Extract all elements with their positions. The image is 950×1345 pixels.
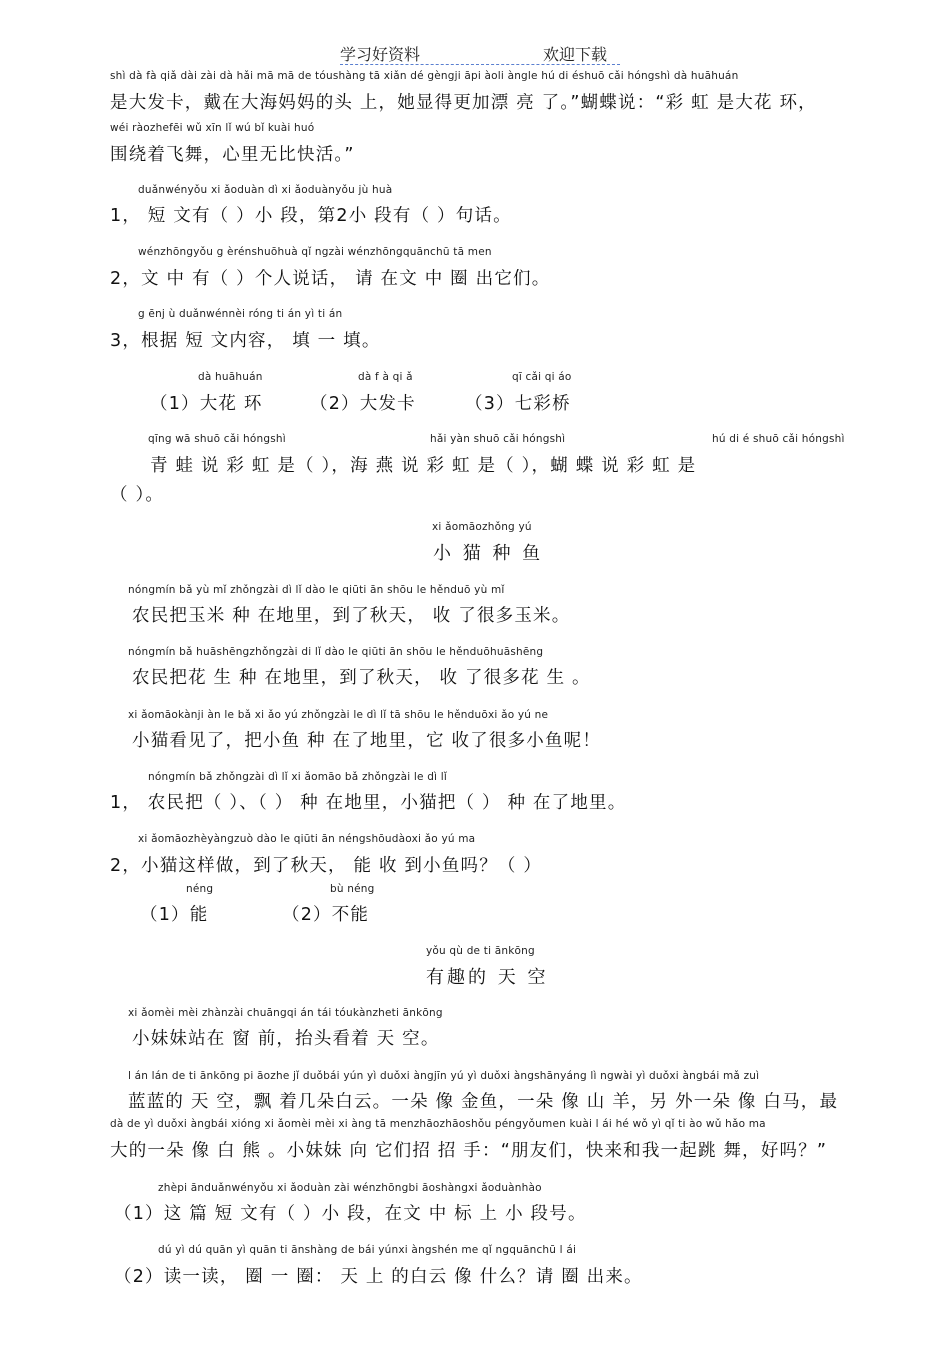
fill-line: 青 蛙 说 彩 虹 是（ ），海 燕 说 彩 虹 是（ ），蝴 蝶 说 彩 虹 是	[150, 456, 697, 476]
fill-pinyin-frog: qīng wā shuō cǎi hóngshì	[148, 433, 286, 445]
rainbow-line-1: 是大发卡，戴在大海妈妈的头 上，她显得更加漂 亮 了。”蝴蝶说：“彩 虹 是大花 环，	[110, 93, 817, 113]
header-left: 学习好资料	[340, 45, 421, 64]
cat-question-2: 2，小猫这样做，到了秋天， 能 收 到小鱼吗？（ ）	[110, 856, 543, 876]
rainbow-q1-pinyin: duǎnwényǒu xi ǎoduàn dì xi ǎoduànyǒu jù huà	[138, 184, 393, 196]
option-3: （3）七彩桥	[465, 394, 571, 414]
rainbow-line-2: 围绕着飞舞，心里无比快活。”	[110, 145, 355, 165]
sky-paragraph-2: 蓝蓝的 天 空，飘 着几朵白云。一朵 像 金鱼，一朵 像 山 羊，另 外一朵 像 白马，最	[128, 1092, 839, 1112]
fill-pinyin-swallow: hǎi yàn shuō cǎi hóngshì	[430, 433, 566, 445]
sky-q2-pinyin: dú yì dú quān yì quān ti ānshàng de bái yúnxi àngshén me qǐ ngquānchū l ái	[158, 1244, 577, 1256]
rainbow-question-1: 1， 短 文有（ ）小 段，第2小 段有（ ）句话。	[110, 206, 512, 226]
rainbow-question-3: 3，根据 短 文内容， 填 一 填。	[110, 331, 381, 351]
cat-paragraph-1: 农民把玉米 种 在地里，到了秋天， 收 了很多玉米。	[132, 606, 571, 626]
cat-option-pinyin-1: néng	[186, 883, 214, 895]
sky-paragraph-3: 大的一朵 像 白 熊 。小妹妹 向 它们招 招 手：“朋友们，快来和我一起跳 舞，好吗？”	[110, 1141, 828, 1161]
rainbow-q2-pinyin: wénzhōngyǒu g èrénshuōhuà qǐ ngzài wénzhōngquānchū tā men	[138, 246, 492, 258]
cat-p2-pinyin: nóngmín bǎ huāshēngzhǒngzài di lǐ dào le qiūti ān shōu le hěnduōhuāshēng	[128, 646, 544, 658]
sky-question-1: （1）这 篇 短 文有（ ）小 段，在文 中 标 上 小 段号。	[114, 1204, 587, 1224]
header-divider	[340, 64, 620, 65]
option-2: （2）大发卡	[310, 394, 416, 414]
cat-p1-pinyin: nóngmín bǎ yù mǐ zhǒngzài dì lǐ dào le qiūti ān shōu le hěnduō yù mǐ	[128, 584, 505, 596]
cat-q1-pinyin: nóngmín bǎ zhǒngzài dì lǐ xi ǎomāo bǎ zhǒngzài le dì lǐ	[148, 771, 447, 783]
sky-q1-pinyin: zhèpi ānduǎnwényǒu xi ǎoduàn zài wénzhōngbi āoshàngxi ǎoduànhào	[158, 1182, 542, 1194]
sky-p3-pinyin: dà de yì duǒxi àngbái xióng xi ǎomèi mèi xi àng tā menzhāozhāoshǒu péngyǒumen kuài l ái hé wǒ yì qǐ ti ào wǔ hǎo ma	[110, 1118, 766, 1130]
header-right: 欢迎下载	[543, 45, 608, 64]
cat-paragraph-2: 农民把花 生 种 在地里，到了秋天， 收 了很多花 生 。	[132, 668, 591, 688]
cat-option-pinyin-2: bù néng	[330, 883, 375, 895]
cat-title: 小 猫 种 鱼	[433, 543, 544, 564]
option-pinyin-2: dà f à qi ǎ	[358, 371, 413, 383]
fill-line-2: （ ）。	[110, 485, 165, 505]
rainbow-pinyin-1: shì dà fà qiǎ dài zài dà hǎi mā mā de tóushàng tā xiǎn dé gèngji āpi àoli àngle hú di éshuō cǎi hóngshì dà huāhuán	[110, 70, 739, 82]
cat-question-1: 1， 农民把（ ）、（ ） 种 在地里，小猫把（ ） 种 在了地里。	[110, 793, 627, 813]
sky-p1-pinyin: xi ǎomèi mèi zhànzài chuāngqi án tái tóukànzheti ānkōng	[128, 1007, 443, 1019]
cat-paragraph-3: 小猫看见了，把小鱼 种 在了地里，它 收了很多小鱼呢！	[132, 731, 602, 751]
sky-p2-pinyin: l án lán de ti ānkōng pi āozhe jǐ duǒbái yún yì duǒxi àngjīn yú yì duǒxi àngshānyáng lì ngwài yì duǒxi àngbái mǎ zuì	[128, 1070, 760, 1082]
rainbow-q3-pinyin: g ēnj ù duǎnwénnèi róng ti án yì ti án	[138, 308, 343, 320]
cat-q2-pinyin: xi ǎomāozhèyàngzuò dào le qiūti ān néngshōudàoxi ǎo yú ma	[138, 833, 476, 845]
sky-title: 有趣的 天 空	[426, 967, 549, 988]
cat-option-2: （2）不能	[282, 905, 370, 925]
rainbow-pinyin-2: wéi ràozhefēi wǔ xīn lǐ wú bǐ kuài huó	[110, 122, 315, 134]
cat-title-pinyin: xi ǎomāozhǒng yú	[432, 521, 532, 533]
option-pinyin-1: dà huāhuán	[198, 371, 263, 383]
option-pinyin-3: qī cǎi qi áo	[512, 371, 572, 383]
sky-title-pinyin: yǒu qù de ti ānkōng	[426, 945, 535, 957]
sky-question-2: （2）读一读， 圈 一 圈： 天 上 的白云 像 什么？请 圈 出来。	[114, 1267, 643, 1287]
cat-option-1: （1）能	[140, 905, 209, 925]
fill-pinyin-butterfly: hú di é shuō cǎi hóngshì	[712, 433, 845, 445]
option-1: （1）大花 环	[150, 394, 263, 414]
rainbow-question-2: 2，文 中 有（ ）个人说话， 请 在文 中 圈 出它们。	[110, 269, 551, 289]
sky-paragraph-1: 小妹妹站在 窗 前，抬头看着 天 空。	[132, 1029, 440, 1049]
cat-p3-pinyin: xi ǎomāokànji àn le bǎ xi ǎo yú zhǒngzài le dì lǐ tā shōu le hěnduōxi ǎo yú ne	[128, 709, 549, 721]
